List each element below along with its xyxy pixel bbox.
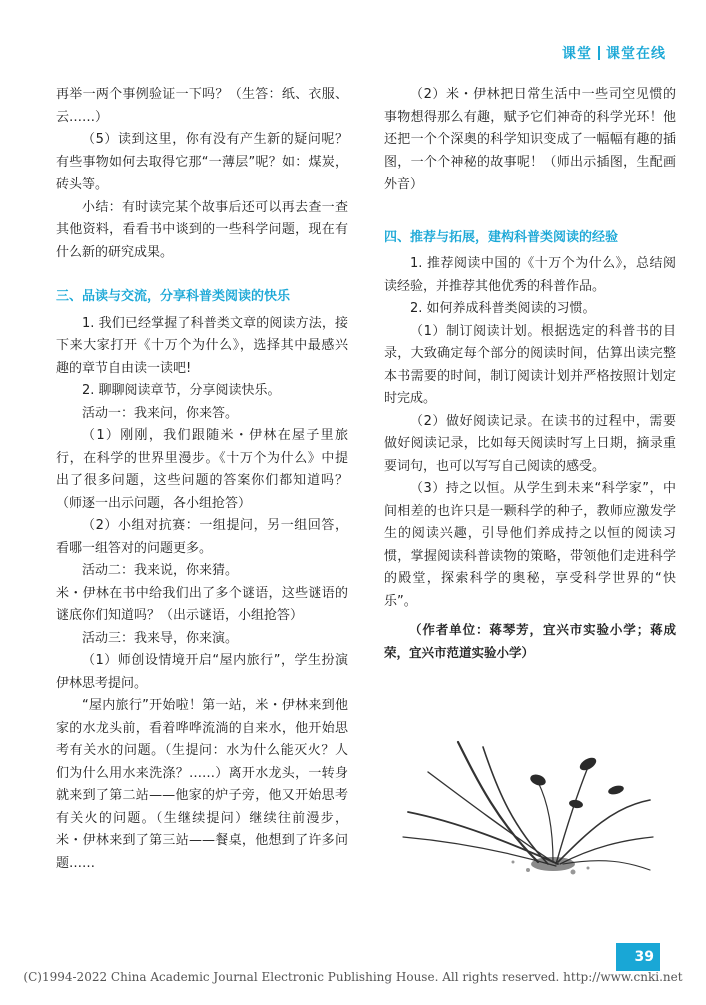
header-divider bbox=[598, 46, 600, 60]
copyright-footer: (C)1994-2022 China Academic Journal Electronic Publishing House. All rights reserved. http://www.cnki.net bbox=[23, 970, 683, 984]
paragraph: （2）小组对抗赛：一组提问，另一组回答，看哪一组答对的问题更多。 bbox=[56, 518, 348, 556]
section-header bbox=[562, 43, 666, 63]
paragraph: （1）制订阅读计划。根据选定的科普书的目录，大致确定每个部分的阅读时间，估算出读完整本书需要的时间，制订阅读计划并严格按照计划定时完成。 bbox=[384, 323, 676, 406]
paragraph: 再举一两个事例验证一下吗？（生答：纸、衣服、云……） bbox=[56, 87, 348, 125]
section-heading-4: 四、推荐与拓展，建构科普类阅读的经验 bbox=[384, 229, 619, 245]
paragraph: （1）刚刚，我们跟随米・伊林在屋子里旅行，在科学的世界里漫步。《十万个为什么》中提出了很多问题，这些问题的答案你们都知道吗？（师逐一出示问题，各小组抢答） bbox=[56, 428, 348, 511]
page-number: 39 bbox=[616, 943, 660, 971]
right-column bbox=[384, 84, 676, 664]
paragraph: 小结：有时读完某个故事后还可以再去查一查其他资料，看看书中谈到的一些科学问题，现在有什么新的研究成果。 bbox=[56, 199, 348, 260]
header-category: 课堂 bbox=[562, 46, 592, 62]
paragraph: （2）做好阅读记录。在读书的过程中，需要做好阅读记录，比如每天阅读时写上日期，摘录重要词句，也可以写写自己阅读的感受。 bbox=[384, 413, 676, 474]
header-subcategory: 课堂在线 bbox=[606, 46, 666, 62]
paragraph: （1）师创设情境开启“屋内旅行”，学生扮演伊林思考提问。 bbox=[56, 653, 348, 691]
paragraph: 活动二：我来说，你来猜。 bbox=[82, 563, 239, 578]
paragraph: 活动三：我来导，你来演。 bbox=[82, 630, 239, 646]
ink-orchid-painting bbox=[388, 712, 660, 880]
paragraph: 1. 推荐阅读中国的《十万个为什么》，总结阅读经验，并推荐其他优秀的科普作品。 bbox=[384, 256, 676, 294]
paragraph: 2. 如何养成科普类阅读的习惯。 bbox=[410, 301, 596, 316]
paragraph: 1. 我们已经掌握了科普类文章的阅读方法，接下来大家打开《十万个为什么》，选择其中最感兴趣的章节自由读一读吧! bbox=[56, 315, 348, 376]
paragraph: （3）持之以恒。从学生到未来“科学家”，中间相差的也许只是一颗科学的种子，教师应激发学生的阅读兴趣，引导他们养成持之以恒的阅读习惯，掌握阅读科普读物的策略，带领他们走进科学的殿堂，探索科学的奥秘，享受科学世界的“快乐”。 bbox=[384, 481, 676, 609]
paragraph: “屋内旅行”开始啦！第一站，米・伊林来到他家的水龙头前，看着哗哗流淌的自来水，他开始思考有关水的问题。（生提问：水为什么能灭火？人们为什么用水来洗涤？……）离开水龙头，一转身就来到了第二站——他家的炉子旁，他又开始思考有关火的问题。（生继续提问）继续往前漫步，米・伊林来到了第三站——餐桌，他想到了许多问题…… bbox=[56, 698, 348, 871]
paragraph: （2）米・伊林把日常生活中一些司空见惯的事物想得那么有趣，赋予它们神奇的科学光环！他还把一个个深奥的科学知识变成了一幅幅有趣的插图，一个个神秘的故事呢！（师出示插图，生配画外音） bbox=[384, 87, 676, 192]
paragraph: （5）读到这里，你有没有产生新的疑问呢？有些事物如何去取得它那“一薄层”呢？如：煤炭，砖头等。 bbox=[56, 132, 348, 192]
paragraph: 2. 聊聊阅读章节，分享阅读快乐。 bbox=[82, 383, 281, 398]
section-heading-3: 三、品读与交流，分享科普类阅读的快乐 bbox=[56, 289, 291, 304]
left-column bbox=[56, 84, 348, 875]
paragraph: 活动一：我来问，你来答。 bbox=[82, 405, 239, 421]
paragraph: 米・伊林在书中给我们出了多个谜语，这些谜语的谜底你们知道吗？（出示谜语，小组抢答） bbox=[56, 585, 348, 623]
author-affiliation: （作者单位：蒋琴芳，宜兴市实验小学；蒋成荣，宜兴市范道实验小学） bbox=[384, 622, 676, 660]
